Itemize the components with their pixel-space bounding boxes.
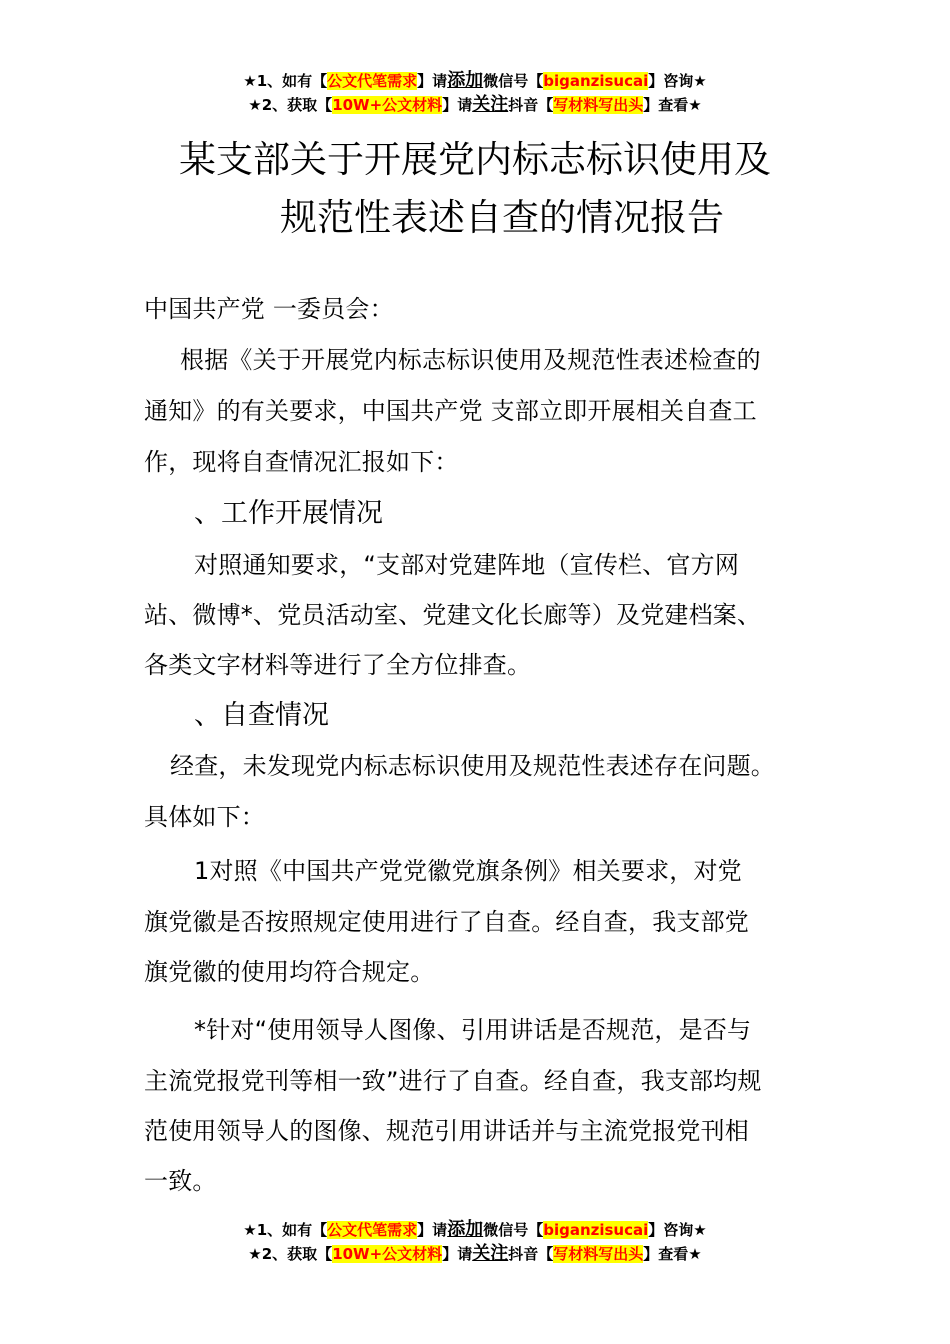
- promo-text: 】请: [417, 1221, 448, 1239]
- promo-text: 】咨询★: [648, 1221, 707, 1239]
- promo-text: 抖音【: [508, 96, 554, 114]
- promo-highlight: 写材料写出头: [553, 96, 644, 114]
- promo-emphasis: 添加: [447, 1219, 484, 1240]
- promo-text: ★1、如有【: [243, 72, 328, 90]
- item1-line-2: 旗党徽是否按照规定使用进行了自查。经自查，我支部党: [144, 908, 749, 936]
- item1-line-1: 1对照《中国共产党党徽党旗条例》相关要求，对党: [194, 857, 742, 885]
- section1-line-2: 站、微博*、党员活动室、党建文化长廊等）及党建档案、: [144, 601, 762, 629]
- promo-highlight: 10W+公文材料: [332, 96, 443, 114]
- item2-line-3: 范使用领导人的图像、规范引用讲话并与主流党报党刊相: [144, 1117, 749, 1145]
- promo-emphasis: 添加: [447, 70, 484, 91]
- document-title-line-2: 规范性表述自查的情况报告: [280, 196, 724, 239]
- promo-line-2: [0, 94, 950, 116]
- promo-text: 】咨询★: [648, 72, 707, 90]
- promo-highlight: 写材料写出头: [553, 1245, 644, 1263]
- intro-line-3: 作，现将自查情况汇报如下：: [144, 448, 459, 476]
- promo-line-1-bottom: [0, 1219, 950, 1241]
- intro-line-1: 根据《关于开展党内标志标识使用及规范性表述检查的: [180, 346, 761, 374]
- section1-line-3: 各类文字材料等进行了全方位排查。: [144, 651, 532, 679]
- promo-wechat-id: biganzisucai: [543, 72, 649, 90]
- section-heading-selfcheck: 、自查情况: [194, 700, 329, 731]
- section1-line-1: 对照通知要求，“支部对党建阵地（宣传栏、官方网: [194, 551, 740, 579]
- document-title-line-1: 某支部关于开展党内标志标识使用及: [179, 138, 771, 181]
- item1-line-3: 旗党徽的使用均符合规定。: [144, 958, 435, 986]
- item2-line-4: 一致。: [144, 1167, 217, 1195]
- item2-line-1: *针对“使用领导人图像、引用讲话是否规范，是否与: [194, 1016, 752, 1044]
- promo-text: 】查看★: [643, 96, 702, 114]
- intro-line-2: 通知》的有关要求，中国共产党 支部立即开展相关自查工: [144, 397, 757, 425]
- promo-wechat-id: biganzisucai: [543, 1221, 649, 1239]
- section2-line-2: 具体如下：: [144, 803, 265, 831]
- promo-text: 微信号【: [483, 72, 544, 90]
- promo-highlight: 公文代笔需求: [327, 1221, 418, 1239]
- promo-emphasis: 关注: [472, 94, 509, 115]
- promo-text: 】请: [442, 96, 473, 114]
- promo-highlight: 10W+公文材料: [332, 1245, 443, 1263]
- salutation: 中国共产党 一委员会：: [144, 295, 394, 323]
- section2-line-1: 经查，未发现党内标志标识使用及规范性表述存在问题。: [170, 752, 775, 780]
- promo-text: ★2、获取【: [248, 96, 333, 114]
- promo-text: 】请: [442, 1245, 473, 1263]
- promo-text: 抖音【: [508, 1245, 554, 1263]
- item2-line-2: 主流党报党刊等相一致”进行了自查。经自查，我支部均规: [144, 1067, 762, 1095]
- promo-text: 】请: [417, 72, 448, 90]
- promo-text: 】查看★: [643, 1245, 702, 1263]
- section-heading-work: 、工作开展情况: [194, 498, 383, 529]
- promo-text: ★1、如有【: [243, 1221, 328, 1239]
- promo-text: 微信号【: [483, 1221, 544, 1239]
- promo-emphasis: 关注: [472, 1243, 509, 1264]
- promo-highlight: 公文代笔需求: [327, 72, 418, 90]
- promo-line-1: [0, 70, 950, 92]
- promo-text: ★2、获取【: [248, 1245, 333, 1263]
- promo-line-2-bottom: [0, 1243, 950, 1265]
